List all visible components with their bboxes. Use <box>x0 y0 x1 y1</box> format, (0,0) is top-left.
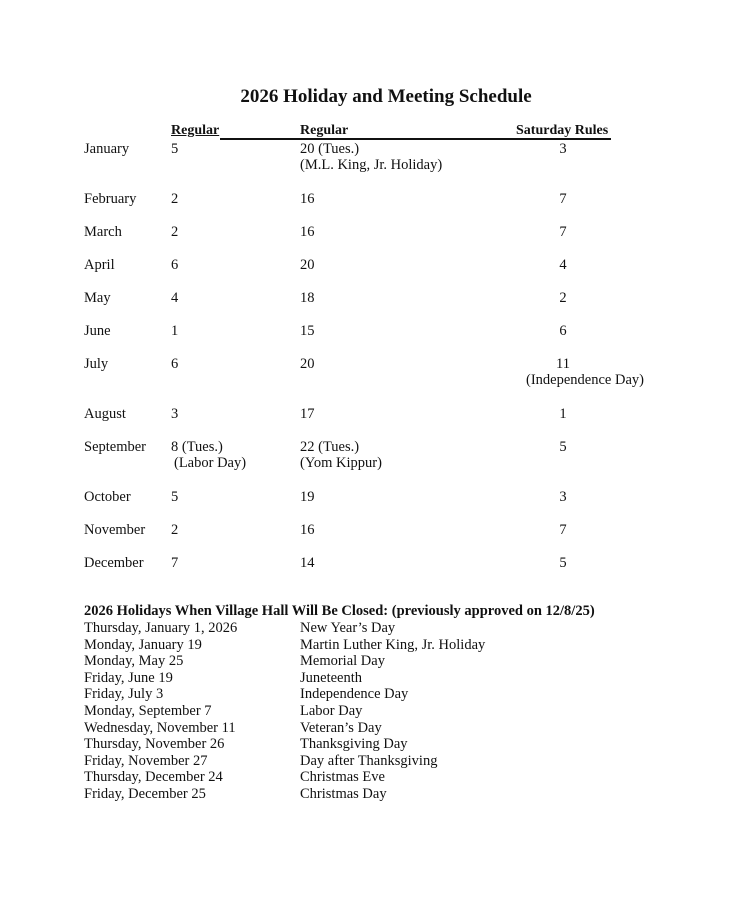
regular-meeting-2: 14 <box>300 555 315 571</box>
month-label: May <box>84 290 111 306</box>
month-label: August <box>84 406 126 422</box>
regular-meeting-2-note: (M.L. King, Jr. Holiday) <box>300 157 443 173</box>
month-label: October <box>84 489 131 505</box>
month-label: February <box>84 191 137 207</box>
regular-meeting-2: 16 <box>300 522 315 538</box>
regular-meeting-1: 5 <box>171 141 179 157</box>
regular-meeting-1: 4 <box>171 290 179 306</box>
regular-meeting-1-note: (Labor Day) <box>174 455 247 471</box>
saturday-rules-value: 2 <box>559 290 567 306</box>
holiday-name: Independence Day <box>300 686 409 703</box>
regular-meeting-2: 18 <box>300 290 315 306</box>
page-title: 2026 Holiday and Meeting Schedule <box>240 86 532 107</box>
holiday-date: Friday, December 25 <box>84 786 206 802</box>
header-saturday-rules: Saturday Rules <box>516 123 609 138</box>
regular-meeting-1: 7 <box>171 555 179 571</box>
saturday-rules-value: 7 <box>559 224 567 240</box>
holiday-date: Monday, May 25 <box>84 653 184 670</box>
holiday-name: Memorial Day <box>300 653 385 670</box>
month-label: September <box>84 439 147 455</box>
saturday-rules-value: 3 <box>559 489 567 505</box>
holiday-date: Monday, January 19 <box>84 636 202 653</box>
regular-meeting-2: 20 <box>300 257 315 273</box>
holiday-date: Thursday, November 26 <box>84 736 225 753</box>
month-label: June <box>84 323 111 339</box>
holiday-date: Friday, November 27 <box>84 752 208 769</box>
holiday-name: Christmas Eve <box>300 769 385 786</box>
regular-meeting-1: 5 <box>171 489 179 505</box>
regular-meeting-2: 16 <box>300 191 315 207</box>
holiday-name: New Year’s Day <box>300 620 396 636</box>
regular-meeting-1: 8 (Tues.) <box>171 439 223 455</box>
holiday-name: Thanksgiving Day <box>300 736 408 753</box>
regular-meeting-2: 15 <box>300 323 315 339</box>
regular-meeting-1: 1 <box>171 323 179 339</box>
month-label: November <box>84 522 146 538</box>
regular-meeting-2-note: (Yom Kippur) <box>300 455 382 471</box>
holidays-heading: 2026 Holidays When Village Hall Will Be Closed: (previously approved on 12/8/25) <box>84 603 595 619</box>
regular-meeting-2: 20 (Tues.) <box>300 141 360 157</box>
holiday-date: Thursday, January 1, 2026 <box>84 620 238 636</box>
saturday-rules-value: 5 <box>559 555 567 571</box>
holiday-name: Veteran’s Day <box>300 719 382 736</box>
regular-meeting-1: 2 <box>171 522 179 538</box>
regular-meeting-2: 16 <box>300 224 315 240</box>
holiday-name: Day after Thanksgiving <box>300 752 438 769</box>
saturday-rules-value: 4 <box>559 257 567 273</box>
month-label: July <box>84 356 109 372</box>
holiday-date: Thursday, December 24 <box>84 769 223 786</box>
holiday-name: Christmas Day <box>300 786 387 802</box>
saturday-rules-value: 6 <box>559 323 567 339</box>
regular-meeting-2: 19 <box>300 489 315 505</box>
month-label: December <box>84 555 144 571</box>
holiday-name: Martin Luther King, Jr. Holiday <box>300 636 486 653</box>
header-rule <box>220 138 611 140</box>
regular-meeting-1: 3 <box>171 406 179 422</box>
holiday-name: Juneteenth <box>300 669 363 686</box>
holiday-date: Friday, June 19 <box>84 669 173 686</box>
regular-meeting-1: 2 <box>171 224 179 240</box>
holiday-date: Wednesday, November 11 <box>84 719 236 736</box>
regular-meeting-2: 17 <box>300 406 315 422</box>
holiday-date: Friday, July 3 <box>84 686 164 703</box>
saturday-rules-note: (Independence Day) <box>526 372 644 388</box>
saturday-rules-value: 3 <box>559 141 567 157</box>
regular-meeting-2: 22 (Tues.) <box>300 439 360 455</box>
saturday-rules-value: 7 <box>559 522 567 538</box>
regular-meeting-2: 20 <box>300 356 315 372</box>
month-label: January <box>84 141 130 157</box>
header-regular-1: Regular <box>171 123 220 138</box>
month-label: April <box>84 257 115 273</box>
saturday-rules-value: 11 <box>556 356 570 372</box>
saturday-rules-value: 5 <box>559 439 567 455</box>
holiday-date: Monday, September 7 <box>84 703 212 719</box>
regular-meeting-1: 6 <box>171 257 179 273</box>
regular-meeting-1: 2 <box>171 191 179 207</box>
saturday-rules-value: 1 <box>559 406 567 422</box>
regular-meeting-1: 6 <box>171 356 179 372</box>
month-label: March <box>84 224 122 240</box>
saturday-rules-value: 7 <box>559 191 567 207</box>
header-regular-2: Regular <box>300 123 349 138</box>
holiday-name: Labor Day <box>300 703 363 719</box>
